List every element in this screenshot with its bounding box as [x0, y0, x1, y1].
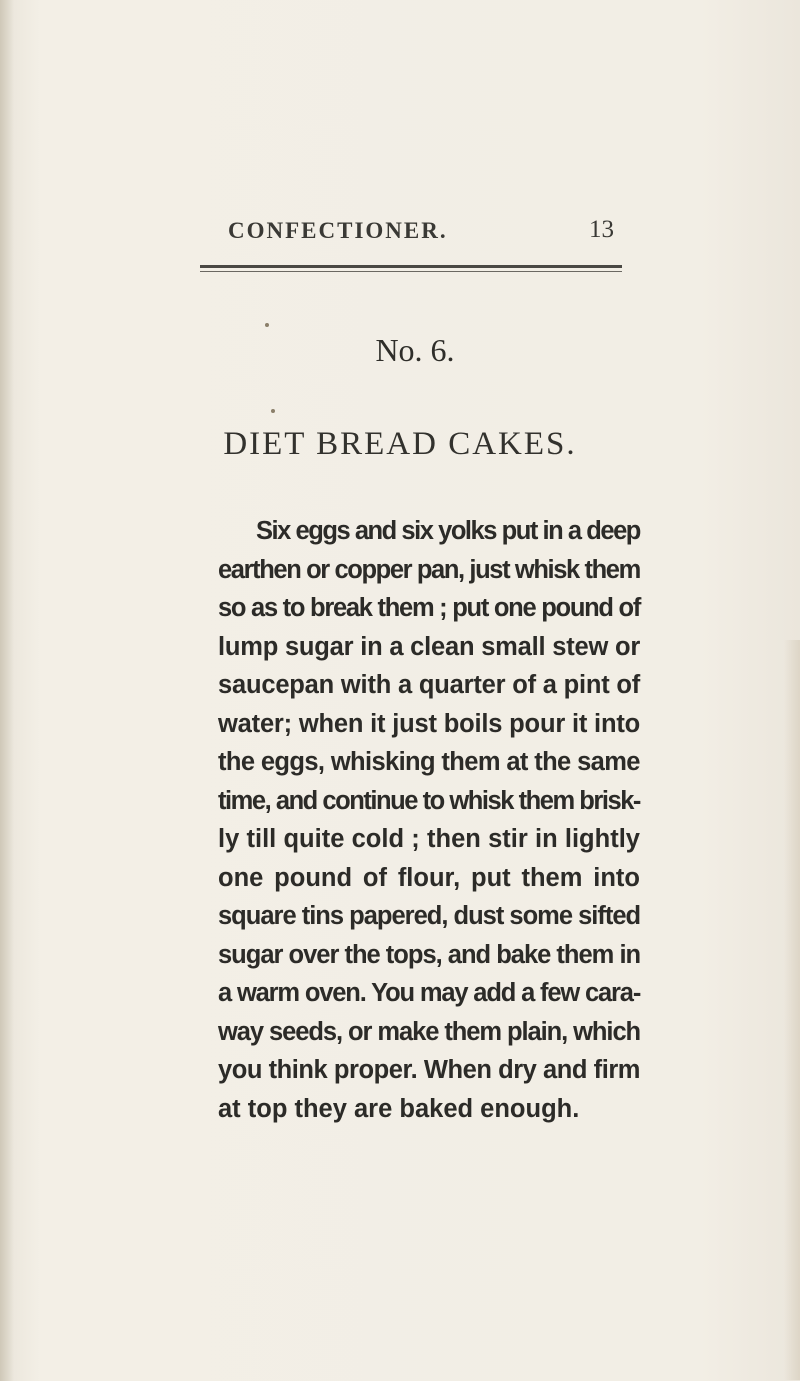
- text-line: Six eggs and six yolks put in a deep: [256, 517, 640, 545]
- text-line: you think proper. When dry and firm: [218, 1056, 641, 1084]
- recipe-number: No. 6.: [375, 332, 455, 368]
- text-line: a warm oven. You may add a few cara-: [218, 979, 641, 1007]
- text-line: saucepan with a quarter of a pint of: [218, 671, 641, 699]
- text-line: water; when it just boils pour it into: [218, 709, 641, 738]
- ink-speck: [271, 409, 275, 413]
- header-rule-thick: [200, 265, 622, 268]
- page-number: 13: [589, 216, 614, 243]
- text-line: the eggs, whisking them at the same: [218, 748, 640, 776]
- text-line: sugar over the tops, and bake them in: [218, 940, 641, 969]
- text-line: one pound of flour, put them into: [218, 863, 640, 892]
- text-line: lump sugar in a clean small stew or: [218, 632, 641, 661]
- text-line: time, and continue to whisk them brisk-: [218, 786, 640, 815]
- text-line: square tins papered, dust some sifted: [218, 902, 641, 930]
- header-rule-thin: [200, 271, 622, 272]
- recipe-title: DIET BREAD CAKES.: [223, 426, 577, 462]
- text-line: way seeds, or make them plain, which: [218, 1017, 641, 1046]
- running-title: CONFECTIONER.: [228, 218, 448, 243]
- text-line: at top they are baked enough.: [218, 1094, 580, 1123]
- ink-speck: [265, 323, 269, 327]
- text-line: ly till quite cold ; then stir in lightly: [218, 825, 640, 853]
- running-header: [0, 218, 800, 258]
- text-line: so as to break them ; put one pound of: [218, 594, 641, 622]
- text-line: earthen or copper pan, just whisk them: [218, 555, 640, 584]
